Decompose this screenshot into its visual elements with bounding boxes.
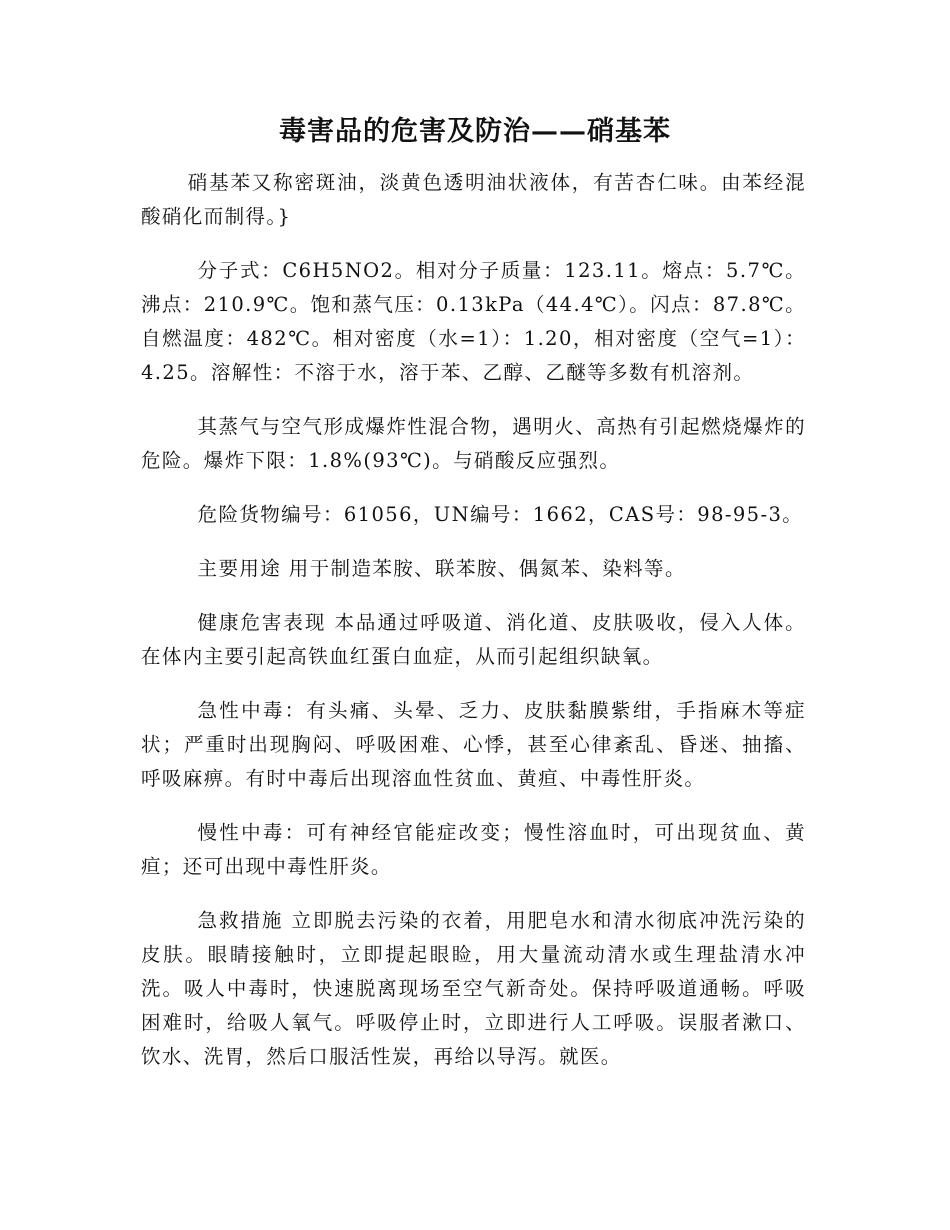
paragraph-hazard-codes: 危险货物编号：61056，UN编号：1662，CAS号：98-95-3。 xyxy=(197,503,804,526)
paragraph-acute-poisoning: 急性中毒：有头痛、头晕、乏力、皮肤黏膜紫绀，手指麻木等症状；严重时出现胸闷、呼吸困难、心悸，甚至心律紊乱、昏迷、抽搐、呼吸麻痹。有时中毒后出现溶血性贫血、黄疸、中毒性肝炎。 xyxy=(141,699,806,790)
paragraph-chronic-poisoning: 慢性中毒：可有神经官能症改变；慢性溶血时，可出现贫血、黄疸；还可出现中毒性肝炎。 xyxy=(141,821,806,878)
paragraph-properties: 分子式：C6H5NO2。相对分子质量：123.11。熔点：5.7℃。沸点：210.9℃。饱和蒸气压：0.13kPa（44.4℃）。闪点：87.8℃。自燃温度：482℃。相对密度（水=1）：1.20，相对密度（空气=1）：4.25。溶解性：不溶于水，溶于苯、乙醇、乙醚等多数有机溶剂。 xyxy=(141,259,806,384)
document-body xyxy=(141,166,806,1094)
paragraph-explosion-hazard: 其蒸气与空气形成爆炸性混合物，遇明火、高热有引起燃烧爆炸的危险。爆炸下限：1.8%(93℃)。与硝酸反应强烈。 xyxy=(141,415,806,472)
document-title: 毒害品的危害及防治——硝基苯 xyxy=(279,116,671,147)
paragraph-first-aid: 急救措施 立即脱去污染的衣着，用肥皂水和清水彻底冲洗污染的皮肤。眼睛接触时，立即提起眼睑，用大量流动清水或生理盐清水冲洗。吸人中毒时，快速脱离现场至空气新奇处。保持呼吸道通畅。呼吸困难时，给吸人氧气。呼吸停止时，立即进行人工呼吸。误服者漱口、饮水、洗胃，然后口服活性炭，再给以导泻。就医。 xyxy=(141,909,806,1068)
paragraph-main-uses: 主要用途 用于制造苯胺、联苯胺、偶氮苯、染料等。 xyxy=(197,557,686,580)
paragraph-health-hazards: 健康危害表现 本品通过呼吸道、消化道、皮肤吸收，侵入人体。在体内主要引起高铁血红蛋白血症，从而引起组织缺氧。 xyxy=(141,611,806,668)
paragraph-intro: 硝基苯又称密斑油，淡黄色透明油状液体，有苦杏仁味。由苯经混酸硝化而制得。} xyxy=(141,171,806,228)
